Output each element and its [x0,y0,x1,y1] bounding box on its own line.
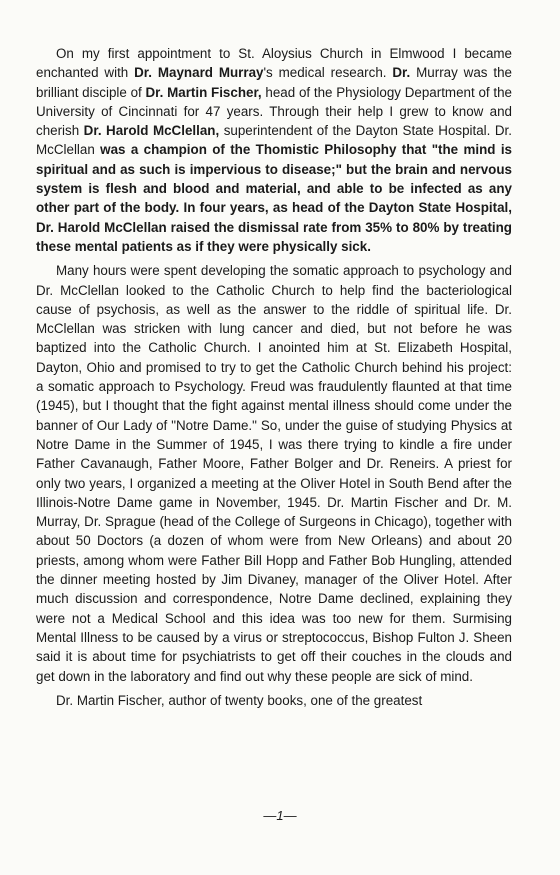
bold-text-run: was a champion of the Thomistic Philosophy that "the mind is spiritual and as such is impervious to disease;" but the brain and nervous system is flesh and blood and material, and able to be infected as any other part of the body. In four years, as head of the Dayton State Hospital, Dr. Harold McClellan raised the dismissal rate from 35% to 80% by treating these mental patients as if they were physically sick. [36,142,512,254]
text-run: 's medical research. [263,65,393,81]
text-run: On my first appointment to St. Aloysius Church in Elmwood I became enchanted with [36,46,512,81]
text-run: Murray was the brilliant disciple of [36,65,512,100]
bold-text-run: Dr. [392,65,411,81]
paragraph [36,691,512,710]
text-run: superintendent of the Dayton State Hospital. Dr. McClellan [36,123,512,158]
text-run: Many hours were spent developing the somatic approach to psychology and Dr. McClellan looked to the Catholic Church to help find the bacteriological cause of psychosis, as well as the answer to the riddle of spiritual life. Dr. McClellan was stricken with lung cancer and died, but not before he was baptized into the Catholic Church. I anointed him at St. Elizabeth Hospital, Dayton, Ohio and promised to try to get the Catholic Church behind his project: a somatic approach to Psychology. Freud was fraudulently flaunted at that time (1945), but I thought that the fight against mental illness should come under the banner of Our Lady of "Notre Dame." So, under the guise of studying Physics at Notre Dame in the Summer of 1945, I was there trying to kindle a fire under Father Cavanaugh, Father Moore, Father Bolger and Dr. Reneirs. A priest for only two years, I organized a meeting at the Oliver Hotel in South Bend after the Illinois-Notre Dame game in November, 1945. Dr. Martin Fischer and Dr. M. Murray, Dr. Sprague (head of the College of Surgeons in Chicago), together with about 50 Doctors (a dozen of whom were from New Orleans) and about 20 priests, among whom were Father Bill Hopp and Father Bob Hungling, attended the dinner meeting hosted by Jim Divaney, manager of the Oliver Hotel. After much discussion and correspondence, Notre Dame declined, explaining they were not a Medical School and this idea was too new for them. Surmising Mental Illness to be caused by a virus or streptococcus, Bishop Fulton J. Sheen said it is about time for psychiatrists to get off their couches in the clouds and get down in the laboratory and find out why these people are sick of mind. [36,263,512,684]
bold-text-run: Dr. Harold McClellan, [83,123,220,139]
paragraph [36,261,512,686]
body-text [36,44,512,715]
bold-text-run: Dr. Martin Fischer, [145,84,262,100]
paragraph [36,44,512,256]
bold-text-run: Dr. Maynard Murray [134,65,264,81]
text-run: Dr. Martin Fischer, author of twenty books, one of the greatest [56,692,423,708]
page-number: —1— [263,808,297,823]
text-run: head of the Physiology Department of the University of Cincinnati for 47 years. Through their help I grew to know and cherish [36,84,512,139]
